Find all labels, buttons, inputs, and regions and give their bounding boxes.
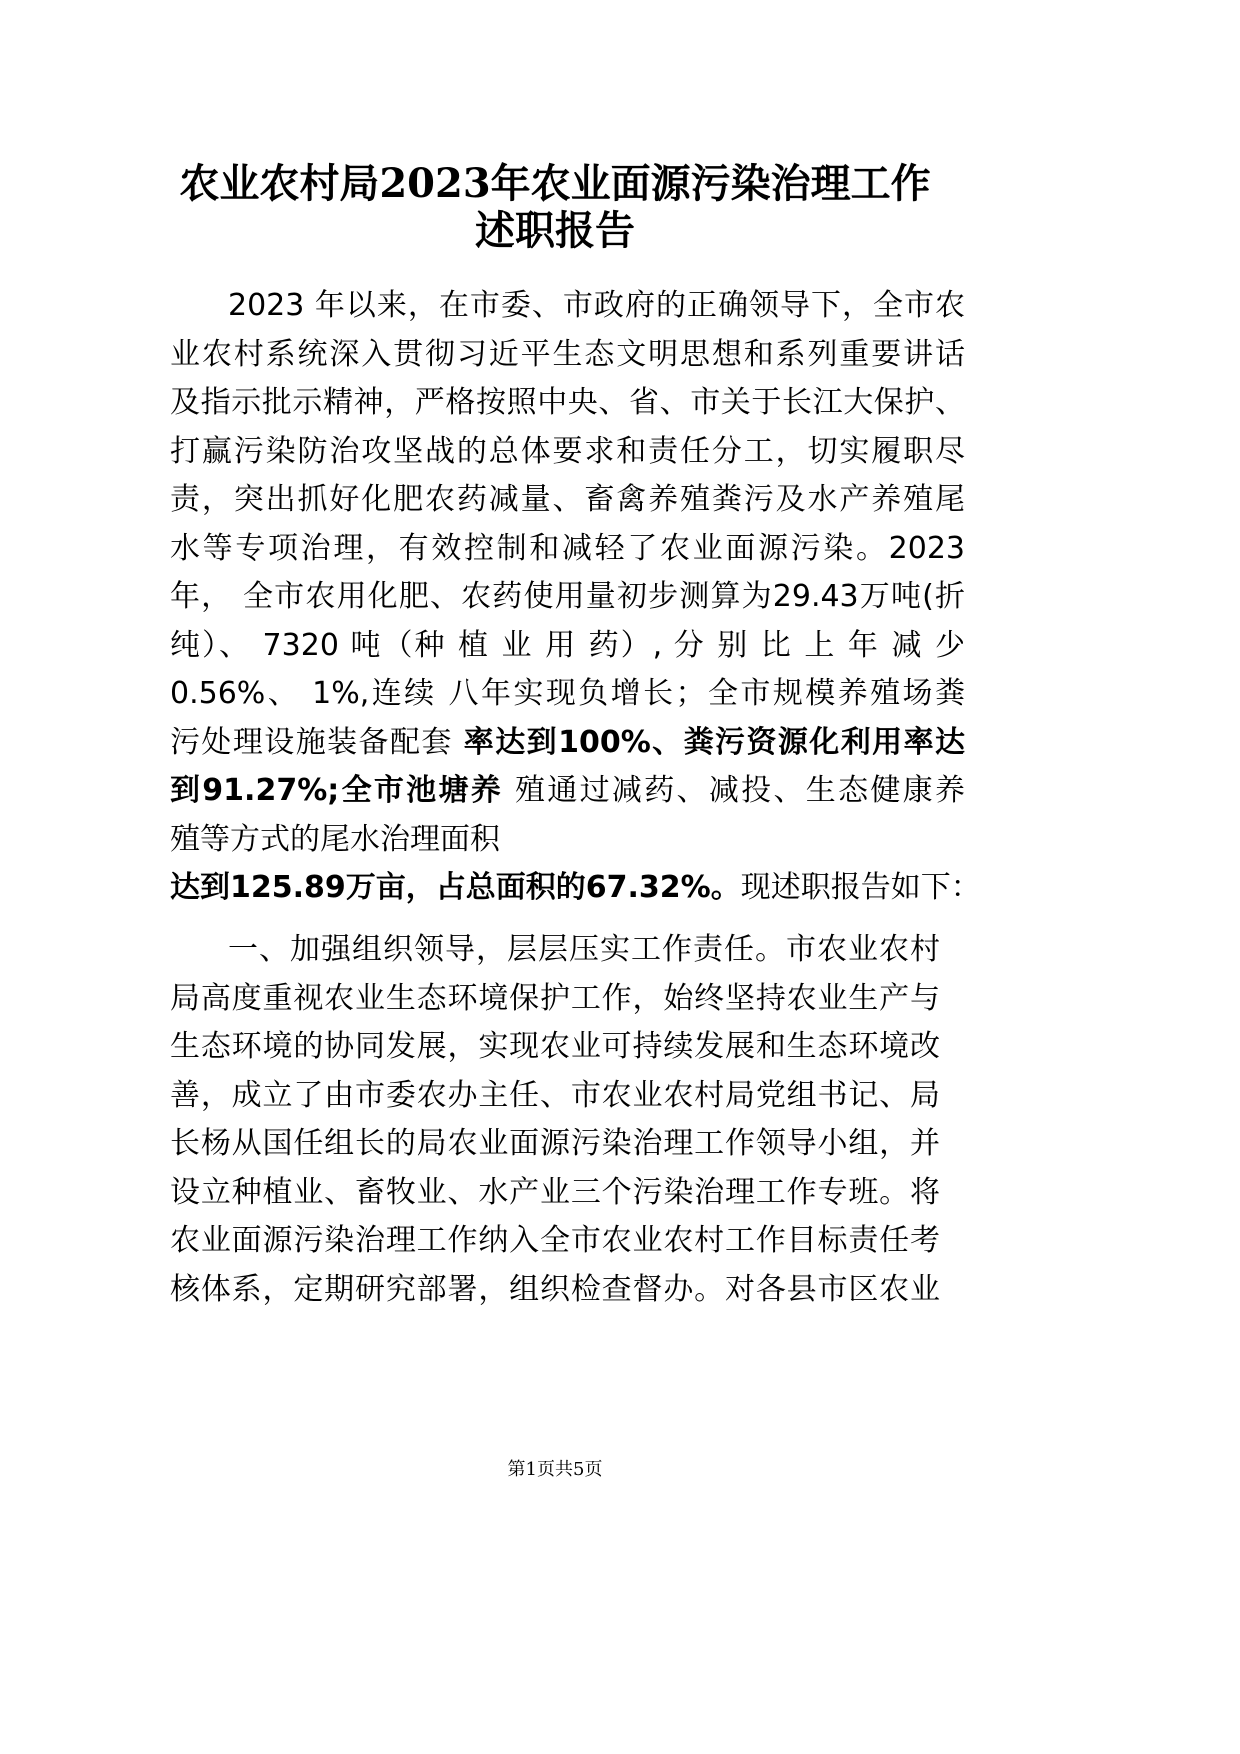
paragraph-line <box>170 476 965 525</box>
paragraph-line: 善，成立了由市委农办主任、市农业农村局党组书记、局 <box>170 1077 940 1113</box>
paragraph-line <box>170 816 965 865</box>
paragraph-line: 农业面源污染治理工作纳入全市农业农村工作目标责任考 <box>170 1223 940 1258</box>
line-text: 污处理设施装备配套 <box>170 724 464 760</box>
paragraph-line: 局高度重视农业生态环境保护工作，始终坚持农业生产与 <box>170 980 940 1016</box>
paragraph-line <box>170 622 965 671</box>
paragraph-line <box>170 670 965 719</box>
paragraph-line <box>170 719 965 768</box>
line-text: 殖等方式的尾水治理面积 <box>170 821 500 857</box>
line-text: 水等专项治理，有效控制和减轻了农业面源污染。2023 <box>170 530 965 566</box>
page-number-footer: 第1页共5页 <box>507 1459 603 1480</box>
paragraph-line <box>170 767 965 816</box>
title-line: 述职报告 <box>475 207 635 254</box>
line-text: 现述职报告如下： <box>740 870 981 905</box>
line-text: 及指示批示精神，严格按照中央、省、市关于长江大保护、 <box>170 385 965 420</box>
paragraph-line <box>170 331 965 380</box>
line-text: 0.56%、 1%,连续 八年实现负增长；全市规模养殖场粪 <box>170 676 965 711</box>
paragraph-line <box>170 379 965 428</box>
paragraph-line: 生态环境的协同发展，实现农业可持续发展和生态环境改 <box>170 1029 940 1064</box>
paragraph-line <box>170 864 981 913</box>
line-text-bold: 率达到100%、粪污资源化利用率达 <box>463 724 965 760</box>
paragraph-line: 一、加强组织领导，层层压实工作责任。市农业农村 <box>228 932 940 967</box>
line-text: 打赢污染防治攻坚战的总体要求和责任分工，切实履职尽 <box>170 433 965 469</box>
line-text: 业农村系统深入贯彻习近平生态文明思想和系列重要讲话 <box>170 336 965 372</box>
document-title <box>165 160 945 254</box>
line-text-bold: 达到125.89万亩，占总面积的67.32%。 <box>170 870 741 905</box>
line-text-bold: 到91.27%;全市池塘养 <box>170 773 504 808</box>
line-text: 殖通过减药、减投、生态健康养 <box>503 773 965 808</box>
paragraph-line: 核体系，定期研究部署，组织检查督办。对各县市区农业 <box>170 1271 940 1307</box>
paragraph-line <box>170 525 965 574</box>
paragraph-intro <box>170 282 981 913</box>
paragraph-line <box>170 428 965 477</box>
line-text: 年， 全市农用化肥、农药使用量初步测算为29.43万吨(折 <box>170 579 965 614</box>
line-text: 2023 年以来，在市委、市政府的正确领导下，全市农 <box>228 288 965 323</box>
paragraph-line: 设立种植业、畜牧业、水产业三个污染治理工作专班。将 <box>170 1174 940 1210</box>
line-text: 责，突出抓好化肥农药减量、畜禽养殖粪污及水产养殖尾 <box>170 482 965 517</box>
title-line: 农业农村局2023年农业面源污染治理工作 <box>179 160 931 207</box>
paragraph-line: 长杨从国任组长的局农业面源污染治理工作领导小组，并 <box>170 1126 940 1161</box>
paragraph-section-1 <box>170 926 940 1314</box>
line-text: 纯）、 7320 吨（种 植 业 用 药）, 分 别 比 上 年 减 少 <box>170 627 965 663</box>
paragraph-line <box>170 282 965 331</box>
paragraph-line <box>170 573 965 622</box>
